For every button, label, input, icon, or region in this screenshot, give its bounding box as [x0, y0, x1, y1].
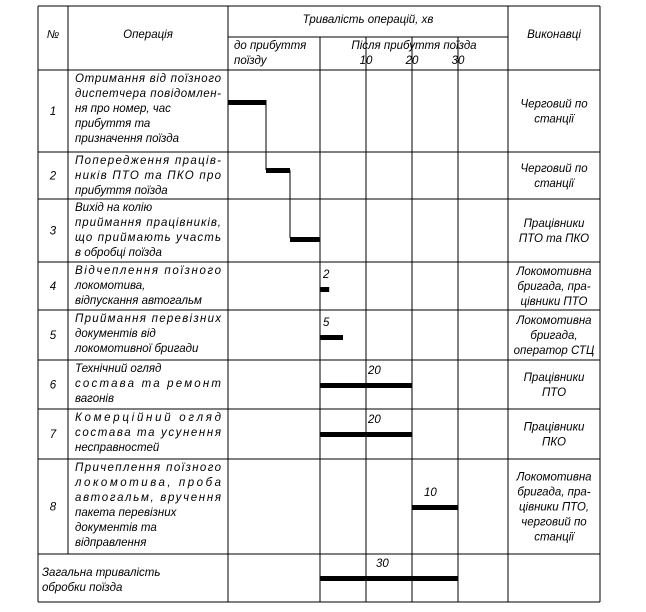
operation-text-line: состава та усунення: [75, 427, 221, 439]
operation-text-line: локомотива,: [75, 280, 146, 292]
tick-label-10: 10: [359, 55, 373, 67]
executor-text-line: Локомотивна: [516, 315, 592, 327]
operation-text-line: автогальм, вручення: [75, 492, 221, 504]
operation-text-line: Приймання перевізних: [75, 313, 221, 325]
gantt-bar-2: [266, 168, 290, 173]
row-number-5: 5: [49, 330, 57, 342]
operation-text-line: состава та ремонт: [75, 378, 221, 390]
executor-text-line: Черговий по: [520, 163, 588, 175]
operation-text-line: Комерційний огляд: [75, 412, 221, 424]
row-number-1: 1: [49, 106, 57, 118]
duration-label-7: 20: [368, 414, 381, 426]
row-number-8: 8: [49, 501, 57, 514]
duration-label-5: 5: [323, 317, 330, 329]
operation-text-line: Отримання від поїзного: [75, 73, 221, 85]
executor-text-line: бригада, пра-: [517, 281, 591, 293]
executor-text-line: ПТО: [541, 387, 567, 399]
executor-text-line: Черговий по: [520, 98, 588, 111]
gantt-bar-7: [320, 432, 412, 437]
operation-text-line: документів від: [75, 328, 156, 340]
gantt-bar-4: [320, 287, 329, 292]
operation-text-line: приймання працівників,: [75, 217, 221, 229]
table-text: [42, 14, 595, 594]
duration-label-total: 30: [376, 558, 389, 570]
row-number-3: 3: [49, 225, 57, 238]
executor-text-line: оператор СТЦ: [513, 345, 595, 357]
executor-text-line: Працівники: [523, 421, 585, 434]
row-number-6: 6: [49, 379, 57, 392]
operation-text-line: локомотива, проба: [75, 477, 221, 489]
operation-text-line: документів та: [75, 522, 157, 534]
gantt-bar-5: [320, 335, 343, 340]
operation-text-line: прибуття та: [75, 118, 151, 130]
gantt-bar-6: [320, 383, 412, 388]
num-header: №: [46, 29, 60, 41]
tick-label-20: 20: [405, 55, 419, 67]
operation-text-line: Причеплення поїзного: [75, 462, 221, 474]
operation-text-line: ників ПТО та ПКО про: [75, 170, 221, 182]
operation-text-line: Технічний огляд: [75, 363, 162, 375]
operation-text-line: відправлення: [75, 537, 147, 549]
row-number-2: 2: [49, 170, 57, 183]
total-duration-label: Загальна тривалість: [42, 567, 161, 579]
operation-text-line: призначення поїзда: [75, 133, 180, 145]
duration-label-8: 10: [424, 487, 437, 499]
operation-text-line: Вихід на колію: [75, 202, 153, 214]
operation-text-line: Відчеплення поїзного: [75, 265, 221, 277]
gantt-bar-total: [320, 576, 458, 581]
executor-text-line: станції: [534, 531, 574, 544]
executor-text-line: Працівники: [523, 372, 585, 384]
executor-text-line: черговий по: [521, 516, 587, 529]
operation-text-line: вагонів: [75, 393, 114, 405]
duration-label-6: 20: [368, 365, 381, 377]
executor-text-line: станції: [534, 113, 574, 126]
operation-text-line: диспетчера повідомлен-: [75, 88, 221, 100]
executor-text-line: ПТО та ПКО: [518, 233, 590, 245]
after-arrival-header: Після прибуття поїзда: [351, 40, 477, 52]
row-number-4: 4: [49, 281, 57, 293]
executor-text-line: цівники ПТО,: [518, 501, 590, 514]
row-number-7: 7: [49, 429, 57, 441]
operation-text-line: прибуття поїзда: [75, 185, 168, 197]
operation-text-line: відпускання автогальм: [75, 295, 202, 307]
duration-header: Тривалість операцій, хв: [302, 14, 434, 26]
operation-text-line: локомотивної бригади: [75, 343, 199, 355]
executor-text-line: станції: [534, 178, 574, 190]
operation-text-line: пакета перевізних: [75, 507, 177, 519]
executor-text-line: бригада,: [530, 330, 578, 342]
executor-text-line: Локомотивна: [516, 471, 592, 484]
before-arrival-header: до прибуття: [234, 40, 307, 52]
operation-text-line: ня про номер, час: [75, 103, 171, 115]
tick-label-30: 30: [451, 55, 465, 67]
gantt-bar-8: [412, 505, 458, 510]
executor-text-line: бригада, пра-: [517, 486, 591, 499]
gantt-bar-3: [290, 237, 320, 242]
executor-text-line: ПКО: [542, 436, 566, 449]
operation-header: Операція: [123, 29, 173, 41]
executor-text-line: цівники ПТО: [520, 296, 588, 308]
total-duration-label: обробки поїзда: [42, 582, 123, 594]
operation-text-line: несправностей: [75, 442, 160, 454]
executor-text-line: Локомотивна: [516, 266, 592, 278]
operation-text-line: Попередження праців-: [75, 155, 221, 167]
gantt-bars: [228, 100, 458, 581]
executors-header: Виконавці: [527, 29, 581, 41]
duration-label-4: 2: [323, 269, 330, 281]
executor-text-line: Працівники: [523, 218, 585, 230]
gantt-bar-1: [228, 100, 266, 105]
before-arrival-header: поїзду: [234, 55, 267, 67]
operation-text-line: що приймають участь: [75, 232, 221, 244]
operation-text-line: в обробці поїзда: [75, 247, 162, 259]
